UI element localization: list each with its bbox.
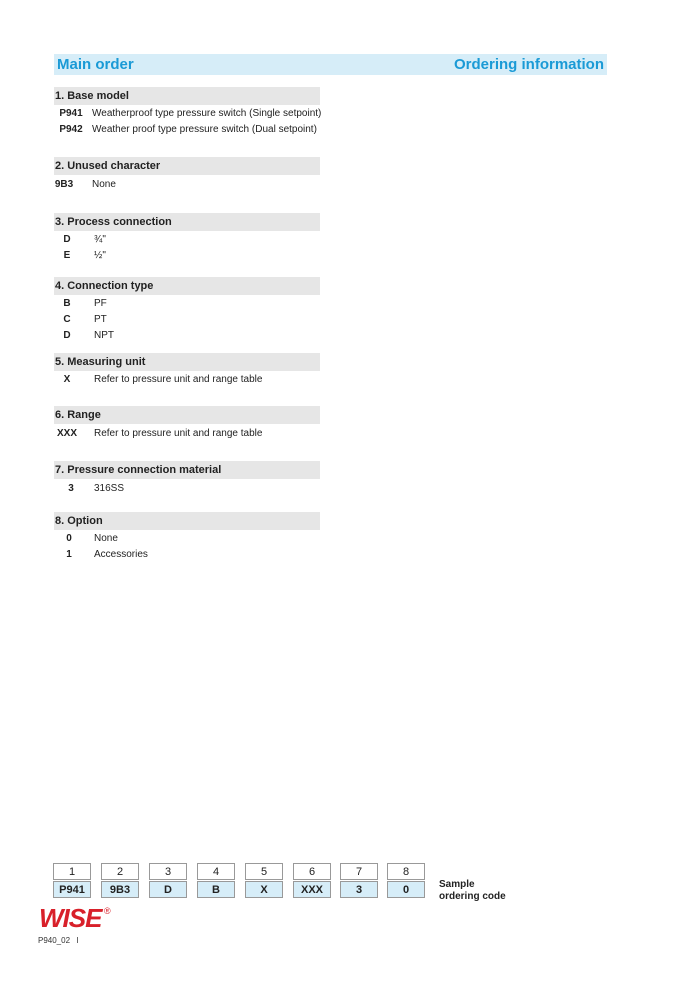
section-title: 1. Base model: [54, 87, 320, 105]
option-code: D: [63, 234, 71, 245]
position-number: 8: [387, 863, 425, 880]
option-code: B: [63, 298, 71, 309]
sample-code-value: D: [149, 881, 187, 898]
section-measuring-unit: [54, 353, 320, 388]
sample-code-value: 3: [340, 881, 378, 898]
option-row: [54, 248, 320, 264]
section-pressure-connection-material: [54, 461, 320, 497]
section-option: [54, 512, 320, 563]
option-code: 3: [68, 483, 74, 494]
wise-logo: [38, 903, 118, 938]
section-title: 8. Option: [54, 512, 320, 530]
option-code: C: [63, 314, 71, 325]
option-desc: Accessories: [94, 549, 148, 560]
wise-logo-text: WISE: [39, 903, 102, 933]
sample-code-value: X: [245, 881, 283, 898]
registered-mark: ®: [104, 906, 111, 916]
option-desc: Refer to pressure unit and range table: [94, 374, 263, 385]
option-desc: None: [94, 533, 118, 544]
option-desc: None: [92, 179, 116, 190]
position-number: 4: [197, 863, 235, 880]
wise-logo-icon: [38, 903, 118, 933]
section-title: 2. Unused character: [54, 157, 320, 175]
option-code: P942: [59, 124, 83, 135]
option-code: 1: [66, 549, 72, 560]
option-code: XXX: [56, 428, 77, 439]
option-desc: NPT: [94, 330, 114, 341]
option-row: [54, 328, 320, 344]
option-row: [54, 106, 320, 122]
option-row: [54, 177, 320, 193]
sample-code-value: 0: [387, 881, 425, 898]
section-base-model: [54, 87, 320, 138]
option-row: [54, 531, 320, 547]
section-connection-type: [54, 277, 320, 344]
option-code: 0: [66, 533, 72, 544]
option-desc: PF: [94, 298, 107, 309]
section-title: 5. Measuring unit: [54, 353, 320, 371]
option-code: P941: [59, 108, 83, 119]
document-code-text: P940_02: [38, 936, 71, 945]
position-number: 6: [293, 863, 331, 880]
sample-code-value: B: [197, 881, 235, 898]
section-title: 4. Connection type: [54, 277, 320, 295]
section-range: [54, 406, 320, 442]
option-code: D: [63, 330, 71, 341]
position-number: 1: [53, 863, 91, 880]
section-title: 6. Range: [54, 406, 320, 424]
option-row: [54, 426, 320, 442]
position-number: 7: [340, 863, 378, 880]
option-row: [54, 296, 320, 312]
sample-ordering-label: [439, 879, 506, 903]
option-row: [54, 312, 320, 328]
section-title: 7. Pressure connection material: [54, 461, 320, 479]
sample-code-value: XXX: [293, 881, 331, 898]
position-number: 2: [101, 863, 139, 880]
document-code-suffix: I: [76, 936, 79, 945]
option-code: E: [63, 250, 71, 261]
sample-code-value: P941: [53, 881, 91, 898]
ordering-information-title: Ordering information: [454, 56, 604, 73]
section-title: 3. Process connection: [54, 213, 320, 231]
option-code: 9B3: [54, 179, 74, 190]
option-row: [54, 122, 320, 138]
document-code: [38, 936, 79, 945]
option-desc: PT: [94, 314, 107, 325]
option-desc: Weather proof type pressure switch (Dual setpoint): [92, 124, 317, 135]
option-desc: ¾": [94, 234, 106, 245]
page-header: [54, 54, 607, 75]
position-number: 5: [245, 863, 283, 880]
option-row: [54, 547, 320, 563]
option-desc: Refer to pressure unit and range table: [94, 428, 263, 439]
section-unused-character: [54, 157, 320, 193]
sample-code-value: 9B3: [101, 881, 139, 898]
option-desc: 316SS: [94, 483, 125, 494]
sample-label-line2: ordering code: [439, 891, 506, 902]
option-row: [54, 232, 320, 248]
position-number: 3: [149, 863, 187, 880]
option-row: [54, 372, 320, 388]
sample-label-line1: Sample: [439, 879, 475, 890]
option-desc: Weatherproof type pressure switch (Single setpoint): [92, 108, 322, 119]
option-row: [54, 481, 320, 497]
section-process-connection: [54, 213, 320, 264]
option-code: X: [63, 374, 71, 385]
main-order-title: Main order: [57, 56, 134, 73]
option-desc: ½": [94, 250, 106, 261]
